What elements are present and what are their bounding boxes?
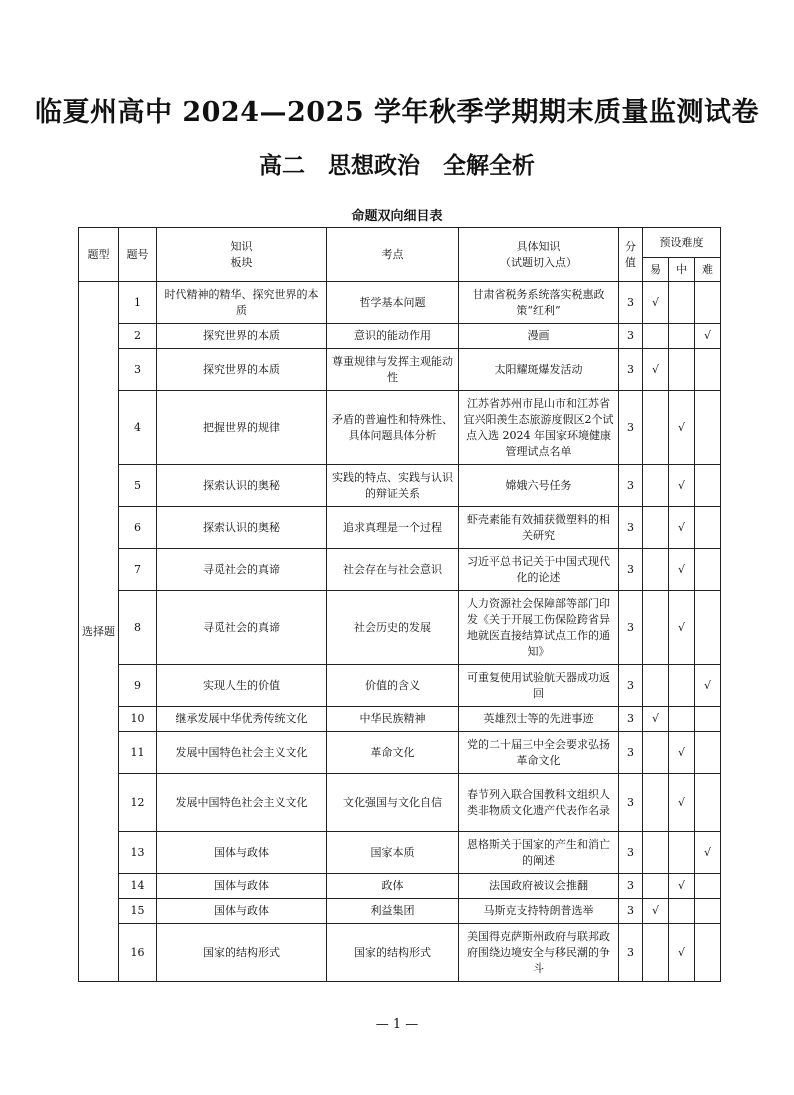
score-cell: 3 bbox=[619, 324, 643, 349]
difficulty-hard-cell bbox=[695, 874, 721, 899]
check-mark-icon: √ bbox=[651, 295, 659, 309]
question-type-cell: 选择题 bbox=[79, 282, 119, 982]
difficulty-hard-cell bbox=[695, 665, 721, 707]
test-point-cell: 国家的结构形式 bbox=[327, 924, 459, 982]
table-row bbox=[79, 591, 721, 665]
knowledge-section-cell: 发展中国特色社会主义文化 bbox=[157, 732, 327, 774]
difficulty-easy-cell bbox=[643, 507, 669, 549]
header-knowledge bbox=[459, 228, 619, 282]
check-mark-icon: √ bbox=[703, 329, 711, 342]
question-number-cell: 5 bbox=[119, 465, 157, 507]
difficulty-easy-cell bbox=[643, 549, 669, 591]
difficulty-hard-cell bbox=[695, 465, 721, 507]
question-number-cell: 2 bbox=[119, 324, 157, 349]
specific-knowledge-cell: 党的二十届三中全会要求弘扬革命文化 bbox=[459, 732, 619, 774]
test-point-cell: 利益集团 bbox=[327, 899, 459, 924]
specific-knowledge-cell: 美国得克萨斯州政府与联邦政府围绕边境安全与移民潮的争斗 bbox=[459, 924, 619, 982]
question-number-cell: 16 bbox=[119, 924, 157, 982]
table-row bbox=[79, 349, 721, 391]
score-cell: 3 bbox=[619, 665, 643, 707]
knowledge-section-cell: 发展中国特色社会主义文化 bbox=[157, 774, 327, 832]
page-number: — 1 — bbox=[375, 1017, 419, 1032]
test-point-cell: 国家本质 bbox=[327, 832, 459, 874]
difficulty-hard-cell bbox=[695, 924, 721, 982]
difficulty-hard-cell bbox=[695, 732, 721, 774]
difficulty-hard-cell bbox=[695, 774, 721, 832]
table-row bbox=[79, 507, 721, 549]
test-point-cell: 矛盾的普遍性和特殊性、具体问题具体分析 bbox=[327, 391, 459, 465]
difficulty-medium-cell bbox=[669, 665, 695, 707]
table-row bbox=[79, 324, 721, 349]
page-subtitle: 高二 思想政治 全解全析 bbox=[259, 152, 535, 179]
knowledge-section-cell: 时代精神的精华、探究世界的本质 bbox=[157, 282, 327, 324]
score-cell: 3 bbox=[619, 774, 643, 832]
table-row bbox=[79, 549, 721, 591]
test-point-cell: 哲学基本问题 bbox=[327, 282, 459, 324]
question-number-cell: 10 bbox=[119, 707, 157, 732]
check-mark-icon: √ bbox=[677, 562, 685, 576]
difficulty-hard-cell bbox=[695, 282, 721, 324]
table-row bbox=[79, 874, 721, 899]
score-cell: 3 bbox=[619, 465, 643, 507]
check-mark-icon: √ bbox=[703, 845, 711, 859]
score-cell: 3 bbox=[619, 507, 643, 549]
knowledge-section-cell: 探索认识的奥秘 bbox=[157, 465, 327, 507]
difficulty-easy-cell bbox=[643, 832, 669, 874]
score-cell: 3 bbox=[619, 282, 643, 324]
specific-knowledge-cell: 江苏省苏州市昆山市和江苏省宜兴阳羡生态旅游度假区2个试点入选 2024 年国家环境健康管理试点名单 bbox=[459, 391, 619, 465]
knowledge-section-cell: 探索认识的奥秘 bbox=[157, 507, 327, 549]
table-row bbox=[79, 732, 721, 774]
test-point-cell: 社会历史的发展 bbox=[327, 591, 459, 665]
difficulty-hard-cell bbox=[695, 899, 721, 924]
difficulty-medium-cell bbox=[669, 832, 695, 874]
specification-table bbox=[78, 227, 721, 982]
knowledge-section-cell: 国体与政体 bbox=[157, 899, 327, 924]
difficulty-easy-cell bbox=[643, 874, 669, 899]
score-cell: 3 bbox=[619, 924, 643, 982]
difficulty-easy-cell bbox=[643, 707, 669, 732]
specific-knowledge-cell: 恩格斯关于国家的产生和消亡的阐述 bbox=[459, 832, 619, 874]
header-section-line2: 板块 bbox=[230, 255, 253, 269]
header-score-line1: 分 bbox=[625, 239, 636, 253]
test-point-cell: 尊重规律与发挥主观能动性 bbox=[327, 349, 459, 391]
difficulty-hard-cell bbox=[695, 349, 721, 391]
difficulty-medium-cell bbox=[669, 732, 695, 774]
table-caption: 命题双向细目表 bbox=[351, 209, 443, 224]
knowledge-section-cell: 探究世界的本质 bbox=[157, 349, 327, 391]
table-row bbox=[79, 465, 721, 507]
header-score-line2: 值 bbox=[625, 255, 636, 269]
specific-knowledge-cell: 春节列入联合国教科文组织人类非物质文化遗产代表作名录 bbox=[459, 774, 619, 832]
difficulty-medium-cell bbox=[669, 707, 695, 732]
difficulty-easy-cell bbox=[643, 899, 669, 924]
score-cell: 3 bbox=[619, 549, 643, 591]
table-row bbox=[79, 774, 721, 832]
question-number-cell: 4 bbox=[119, 391, 157, 465]
difficulty-easy-cell bbox=[643, 665, 669, 707]
header-type: 题型 bbox=[79, 228, 119, 282]
table-row bbox=[79, 707, 721, 732]
specific-knowledge-cell: 甘肃省税务系统落实税惠政策“红利” bbox=[459, 282, 619, 324]
header-medium: 中 bbox=[669, 258, 695, 282]
header-section bbox=[157, 228, 327, 282]
difficulty-medium-cell bbox=[669, 465, 695, 507]
test-point-cell: 中华民族精神 bbox=[327, 707, 459, 732]
difficulty-easy-cell bbox=[643, 282, 669, 324]
knowledge-section-cell: 寻觅社会的真谛 bbox=[157, 591, 327, 665]
check-mark-icon: √ bbox=[677, 620, 685, 634]
question-number-cell: 12 bbox=[119, 774, 157, 832]
check-mark-icon: √ bbox=[677, 520, 685, 534]
test-point-cell: 社会存在与社会意识 bbox=[327, 549, 459, 591]
question-number-cell: 3 bbox=[119, 349, 157, 391]
knowledge-section-cell: 国体与政体 bbox=[157, 832, 327, 874]
knowledge-section-cell: 国体与政体 bbox=[157, 874, 327, 899]
test-point-cell: 意识的能动作用 bbox=[327, 324, 459, 349]
header-section-line1: 知识 bbox=[230, 239, 253, 253]
specific-knowledge-cell: 马斯克支持特朗普选举 bbox=[459, 899, 619, 924]
test-point-cell: 革命文化 bbox=[327, 732, 459, 774]
question-number-cell: 14 bbox=[119, 874, 157, 899]
difficulty-medium-cell bbox=[669, 774, 695, 832]
check-mark-icon: √ bbox=[677, 945, 685, 959]
difficulty-medium-cell bbox=[669, 282, 695, 324]
difficulty-easy-cell bbox=[643, 391, 669, 465]
table-row bbox=[79, 899, 721, 924]
score-cell: 3 bbox=[619, 707, 643, 732]
difficulty-hard-cell bbox=[695, 549, 721, 591]
test-point-cell: 文化强国与文化自信 bbox=[327, 774, 459, 832]
difficulty-hard-cell bbox=[695, 832, 721, 874]
score-cell: 3 bbox=[619, 391, 643, 465]
check-mark-icon: √ bbox=[651, 904, 659, 917]
question-number-cell: 11 bbox=[119, 732, 157, 774]
difficulty-medium-cell bbox=[669, 874, 695, 899]
header-knowledge-line2: （试题切入点） bbox=[500, 255, 577, 269]
header-knowledge-line1: 具体知识 bbox=[516, 239, 561, 253]
difficulty-hard-cell bbox=[695, 507, 721, 549]
header-hard: 难 bbox=[695, 258, 721, 282]
difficulty-easy-cell bbox=[643, 349, 669, 391]
difficulty-medium-cell bbox=[669, 391, 695, 465]
difficulty-easy-cell bbox=[643, 732, 669, 774]
header-difficulty: 预设难度 bbox=[643, 228, 721, 258]
knowledge-section-cell: 把握世界的规律 bbox=[157, 391, 327, 465]
difficulty-easy-cell bbox=[643, 324, 669, 349]
header-number: 题号 bbox=[119, 228, 157, 282]
test-point-cell: 价值的含义 bbox=[327, 665, 459, 707]
header-score bbox=[619, 228, 643, 282]
check-mark-icon: √ bbox=[651, 712, 659, 725]
question-number-cell: 6 bbox=[119, 507, 157, 549]
specific-knowledge-cell: 嫦娥六号任务 bbox=[459, 465, 619, 507]
score-cell: 3 bbox=[619, 899, 643, 924]
question-number-cell: 9 bbox=[119, 665, 157, 707]
check-mark-icon: √ bbox=[677, 879, 685, 892]
specific-knowledge-cell: 人力资源社会保障部等部门印发《关于开展工伤保险跨省异地就医直接结算试点工作的通知》 bbox=[459, 591, 619, 665]
header-easy: 易 bbox=[643, 258, 669, 282]
knowledge-section-cell: 实现人生的价值 bbox=[157, 665, 327, 707]
difficulty-medium-cell bbox=[669, 899, 695, 924]
score-cell: 3 bbox=[619, 591, 643, 665]
question-number-cell: 15 bbox=[119, 899, 157, 924]
check-mark-icon: √ bbox=[703, 678, 711, 692]
question-number-cell: 7 bbox=[119, 549, 157, 591]
specific-knowledge-cell: 虾壳素能有效捕获微塑料的相关研究 bbox=[459, 507, 619, 549]
specific-knowledge-cell: 太阳耀斑爆发活动 bbox=[459, 349, 619, 391]
score-cell: 3 bbox=[619, 732, 643, 774]
table-row bbox=[79, 391, 721, 465]
knowledge-section-cell: 国家的结构形式 bbox=[157, 924, 327, 982]
check-mark-icon: √ bbox=[677, 795, 685, 809]
check-mark-icon: √ bbox=[677, 420, 685, 434]
difficulty-easy-cell bbox=[643, 924, 669, 982]
test-point-cell: 实践的特点、实践与认识的辩证关系 bbox=[327, 465, 459, 507]
difficulty-easy-cell bbox=[643, 774, 669, 832]
header-point: 考点 bbox=[327, 228, 459, 282]
difficulty-hard-cell bbox=[695, 591, 721, 665]
difficulty-easy-cell bbox=[643, 465, 669, 507]
check-mark-icon: √ bbox=[677, 745, 685, 759]
difficulty-medium-cell bbox=[669, 507, 695, 549]
specific-knowledge-cell: 漫画 bbox=[459, 324, 619, 349]
knowledge-section-cell: 探究世界的本质 bbox=[157, 324, 327, 349]
difficulty-medium-cell bbox=[669, 549, 695, 591]
specific-knowledge-cell: 习近平总书记关于中国式现代化的论述 bbox=[459, 549, 619, 591]
difficulty-hard-cell bbox=[695, 324, 721, 349]
knowledge-section-cell: 寻觅社会的真谛 bbox=[157, 549, 327, 591]
test-point-cell: 政体 bbox=[327, 874, 459, 899]
table-row bbox=[79, 832, 721, 874]
difficulty-medium-cell bbox=[669, 349, 695, 391]
difficulty-medium-cell bbox=[669, 924, 695, 982]
score-cell: 3 bbox=[619, 832, 643, 874]
specific-knowledge-cell: 英雄烈士等的先进事迹 bbox=[459, 707, 619, 732]
check-mark-icon: √ bbox=[677, 478, 685, 492]
difficulty-medium-cell bbox=[669, 591, 695, 665]
table-row bbox=[79, 924, 721, 982]
difficulty-easy-cell bbox=[643, 591, 669, 665]
specific-knowledge-cell: 可重复使用试验航天器成功返回 bbox=[459, 665, 619, 707]
specific-knowledge-cell: 法国政府被议会推翻 bbox=[459, 874, 619, 899]
table-body bbox=[79, 282, 721, 982]
question-number-cell: 13 bbox=[119, 832, 157, 874]
table-row bbox=[79, 665, 721, 707]
question-number-cell: 1 bbox=[119, 282, 157, 324]
score-cell: 3 bbox=[619, 349, 643, 391]
test-point-cell: 追求真理是一个过程 bbox=[327, 507, 459, 549]
page-title: 临夏州高中 2024—2025 学年秋季学期期末质量监测试卷 bbox=[34, 97, 760, 128]
difficulty-hard-cell bbox=[695, 391, 721, 465]
score-cell: 3 bbox=[619, 874, 643, 899]
difficulty-hard-cell bbox=[695, 707, 721, 732]
table-row bbox=[79, 282, 721, 324]
difficulty-medium-cell bbox=[669, 324, 695, 349]
question-number-cell: 8 bbox=[119, 591, 157, 665]
knowledge-section-cell: 继承发展中华优秀传统文化 bbox=[157, 707, 327, 732]
check-mark-icon: √ bbox=[651, 362, 659, 376]
